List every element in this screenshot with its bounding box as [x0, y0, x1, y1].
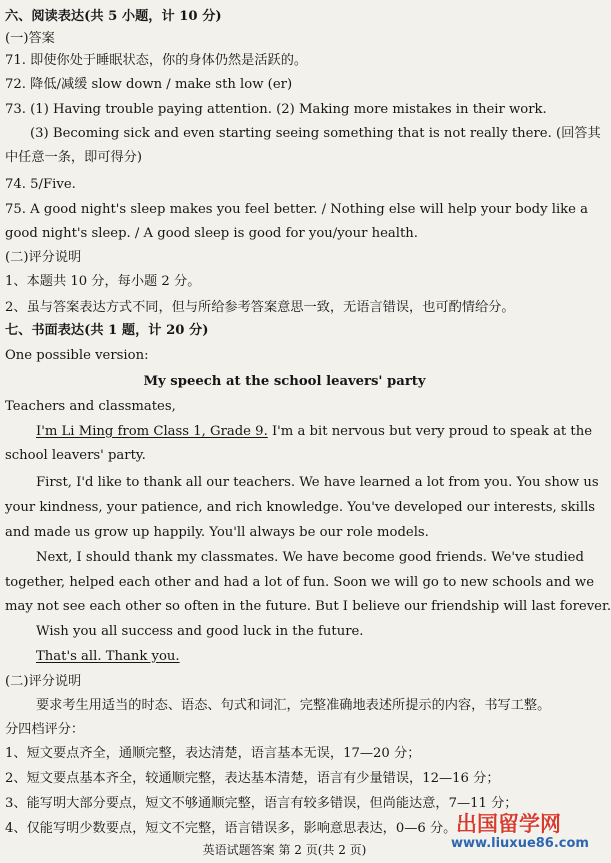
- intro-underlined-text: I'm Li Ming from Class 1, Grade 9.: [36, 424, 268, 439]
- answer-73-line-2: (3) Becoming sick and even starting seeing something that is not really there. (回答其: [30, 126, 601, 141]
- writing-scoring-levels-label: 分四档评分：: [5, 722, 85, 737]
- speech-paragraph-1-line-1: First, I'd like to thank all our teachers. We have learned a lot from you. You show us: [36, 475, 599, 490]
- writing-level-4: 4、仅能写明少数要点，短文不完整，语言错误多，影响意思表达，0—6 分。: [5, 821, 457, 836]
- writing-level-2: 2、短文要点基本齐全，较通顺完整，表达基本清楚，语言有少量错误，12—16 分；: [5, 771, 500, 786]
- speech-paragraph-1-line-3: and made us grow up happily. You'll always be our role models.: [5, 525, 429, 540]
- speech-paragraph-2-line-1: Next, I should thank my classmates. We have become good friends. We've studied: [36, 550, 584, 565]
- speech-wish: Wish you all success and good luck in the future.: [36, 624, 364, 639]
- answer-75-line-2: good night's sleep. / A good sleep is good for you/your health.: [5, 226, 418, 241]
- intro-rest-text: I'm a bit nervous but very proud to speak at the: [267, 424, 593, 439]
- speech-greeting: Teachers and classmates,: [5, 399, 176, 414]
- answer-74: 74. 5/Five.: [5, 177, 76, 192]
- writing-level-3: 3、能写明大部分要点，短文不够通顺完整，语言有较多错误，但尚能达意，7—11 分；: [5, 796, 518, 811]
- section-seven-heading: 七、书面表达(共 1 题，计 20 分): [5, 323, 209, 338]
- speech-closing: That's all. Thank you.: [36, 649, 180, 664]
- answer-72: 72. 降低/减缓 slow down / make sth low (er): [5, 77, 293, 92]
- writing-level-1: 1、短文要点齐全，通顺完整，表达清楚，语言基本无误，17—20 分；: [5, 746, 421, 761]
- watermark-title: 出国留学网: [456, 812, 561, 836]
- site-watermark: [451, 812, 589, 858]
- speech-paragraph-2-line-3: may not see each other so often in the future. But I believe our friendship will last forever.: [5, 599, 611, 614]
- scoring-rule-1: 1、本题共 10 分，每小题 2 分。: [5, 274, 201, 289]
- speech-intro-line-2: school leavers' party.: [5, 448, 146, 463]
- answer-75-line-1: 75. A good night's sleep makes you feel better. / Nothing else will help your body like a: [5, 202, 589, 217]
- answer-71: 71. 即使你处于睡眠状态，你的身体仍然是活跃的。: [5, 53, 308, 68]
- watermark-url: www.liuxue86.com: [451, 836, 589, 851]
- scoring-subheading: (二)评分说明: [5, 250, 82, 265]
- speech-paragraph-2-line-2: together, helped each other and had a lot of fun. Soon we will go to new schools and we: [5, 575, 595, 590]
- answer-73-note: 中任意一条，即可得分): [5, 150, 143, 165]
- section-six-heading: 六、阅读表达(共 5 小题，计 10 分): [5, 9, 222, 24]
- page-footer: 英语试题答案 第 2 页(共 2 页): [202, 843, 367, 857]
- writing-scoring-requirement: 要求考生用适当的时态、语态、句式和词汇，完整准确地表述所提示的内容，书写工整。: [36, 698, 551, 713]
- speech-intro-line-1: [36, 423, 592, 441]
- answer-73-line-1: 73. (1) Having trouble paying attention. (2) Making more mistakes in their work.: [5, 102, 547, 117]
- speech-paragraph-1-line-2: your kindness, your patience, and rich knowledge. You've developed our interests, skills: [5, 500, 596, 515]
- speech-title: My speech at the school leavers' party: [143, 374, 426, 389]
- possible-version-label: One possible version:: [5, 348, 149, 363]
- answer-subheading: (一)答案: [5, 31, 55, 46]
- writing-scoring-subheading: (二)评分说明: [5, 674, 82, 689]
- scoring-rule-2: 2、虽与答案表达方式不同，但与所给参考答案意思一致，无语言错误，也可酌情给分。: [5, 300, 515, 315]
